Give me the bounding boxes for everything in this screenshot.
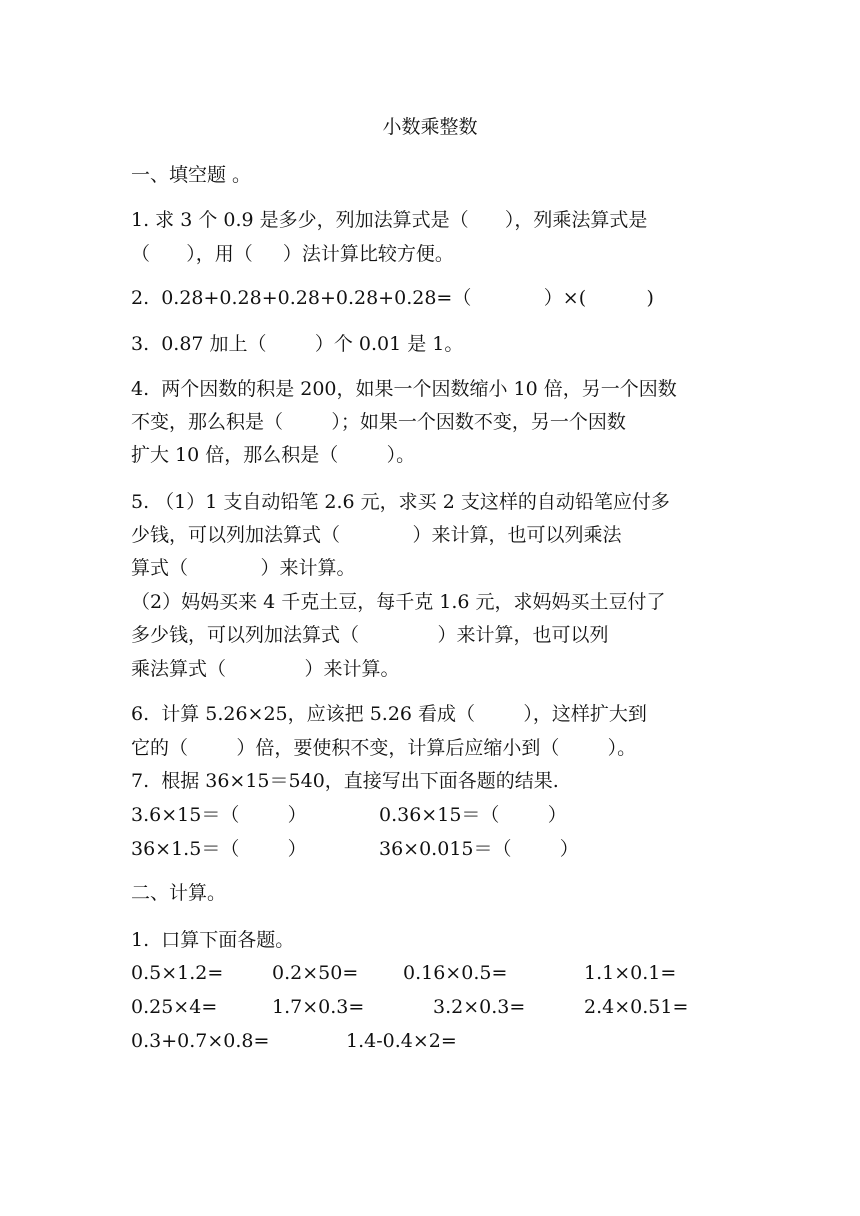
question-4-line-3: 扩大 10 倍，那么积是（ ）。	[131, 444, 416, 466]
question-7: 7. 根据 36×15＝540，直接写出下面各题的结果.	[131, 770, 559, 792]
calc-instruction: 1. 口算下面各题。	[131, 929, 295, 951]
question-3: 3. 0.87 加上（ ）个 0.01 是 1。	[131, 333, 464, 355]
question-7-item: 36×1.5＝（ ）	[131, 838, 307, 860]
question-7-item: 3.6×15＝（ ）	[131, 804, 307, 826]
question-5-line-6: 乘法算式（ ）来计算。	[131, 658, 400, 680]
question-6-line-2: 它的（ ）倍，要使积不变，计算后应缩小到（ ）。	[131, 737, 637, 759]
question-5-line-3: 算式（ ）来计算。	[131, 557, 356, 579]
question-5-line-1: 5. （1）1 支自动铅笔 2.6 元，求买 2 支这样的自动铅笔应付多	[131, 491, 670, 513]
question-4-line-2: 不变，那么积是（ ）；如果一个因数不变，另一个因数	[131, 411, 626, 433]
calc-item: 0.2×50=	[272, 962, 359, 984]
section-fill-blank-heading: 一、填空题 。	[131, 164, 252, 186]
section-calculation-heading: 二、计算。	[131, 882, 227, 904]
question-7-item: 0.36×15＝（ ）	[379, 804, 567, 826]
question-2: 2. 0.28+0.28+0.28+0.28+0.28=（ ）×( )	[131, 287, 654, 309]
page-title: 小数乘整数	[382, 116, 478, 138]
calc-item: 0.16×0.5=	[403, 962, 508, 984]
calc-item: 3.2×0.3=	[433, 996, 526, 1018]
question-5-line-4: （2）妈妈买来 4 千克土豆，每千克 1.6 元，求妈妈买土豆付了	[131, 591, 666, 613]
question-1-line-2: （ ），用（ ）法计算比较方便。	[131, 243, 454, 265]
calc-item: 0.5×1.2=	[131, 962, 224, 984]
question-7-item: 36×0.015＝（ ）	[379, 838, 579, 860]
calc-item: 0.25×4=	[131, 996, 218, 1018]
calc-item: 1.7×0.3=	[272, 996, 365, 1018]
calc-item: 2.4×0.51=	[584, 996, 689, 1018]
question-6-line-1: 6. 计算 5.26×25，应该把 5.26 看成（ ），这样扩大到	[131, 703, 647, 725]
question-5-line-5: 多少钱，可以列加法算式（ ）来计算，也可以列	[131, 624, 609, 646]
question-1-line-1: 1. 求 3 个 0.9 是多少，列加法算式是（ ），列乘法算式是	[131, 209, 648, 231]
question-5-line-2: 少钱，可以列加法算式（ ）来计算，也可以列乘法	[131, 524, 622, 546]
question-4-line-1: 4. 两个因数的积是 200，如果一个因数缩小 10 倍，另一个因数	[131, 378, 677, 400]
calc-item: 1.1×0.1=	[584, 962, 677, 984]
calc-item: 0.3+0.7×0.8=	[131, 1030, 270, 1052]
calc-item: 1.4-0.4×2=	[346, 1030, 457, 1052]
